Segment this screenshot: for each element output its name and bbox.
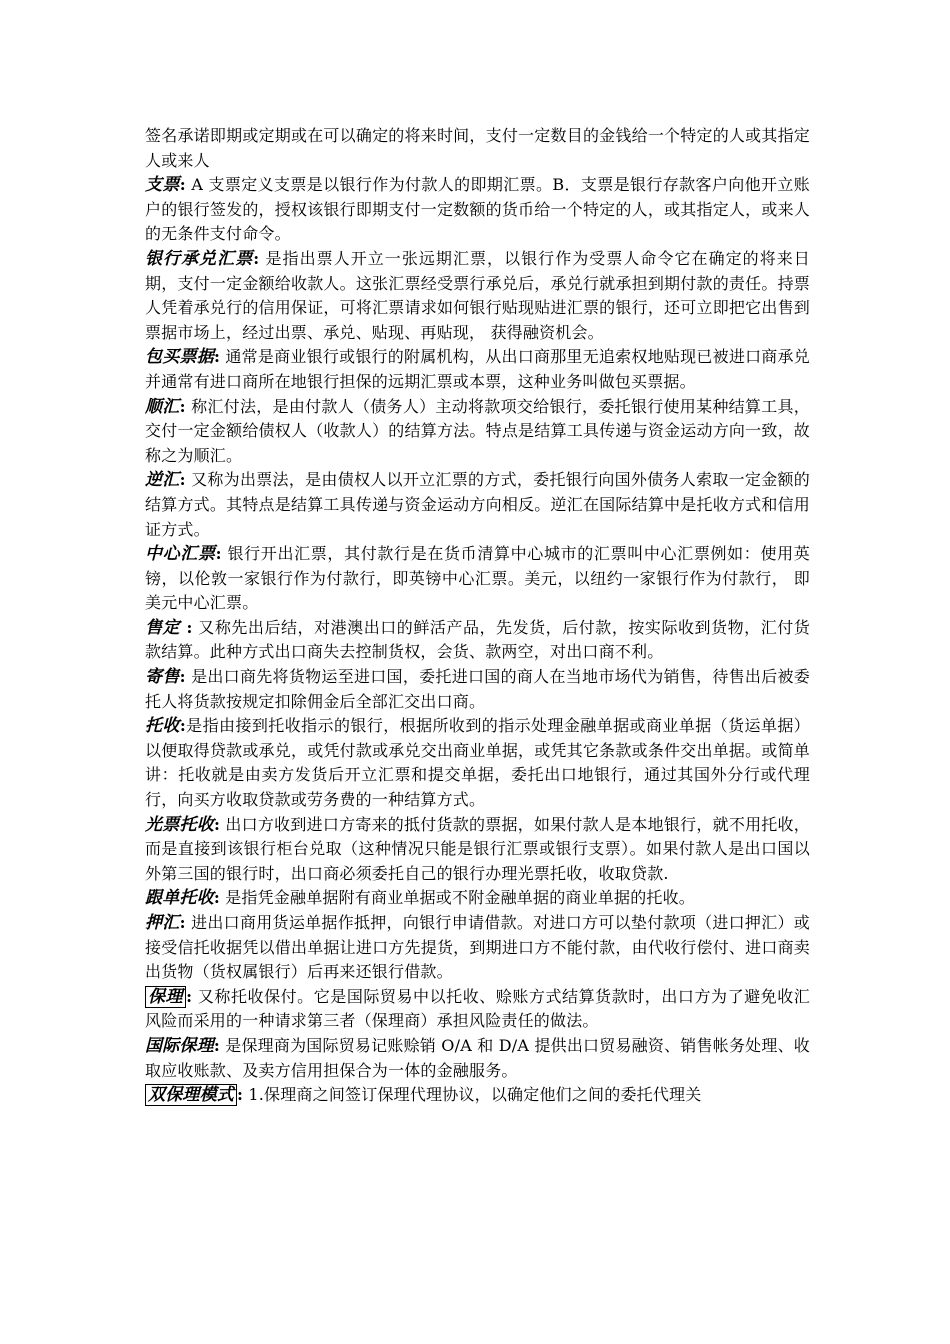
term-separator: : [237,1085,244,1105]
entry-factoring [145,985,810,1034]
entry-check [145,173,810,247]
entry-reverse-remittance [145,468,810,542]
term-definition: 称汇付法，是由付款人（债务人）主动将款项交给银行，委托银行使用某种结算工具，交付一定金额给债权人（收款人）的结算方法。特点是结算工具传递与资金运动方向一致，故称之为顺汇。 [145,396,811,465]
term-label: 托收 [145,716,180,737]
term-separator: : [179,175,186,195]
term-label: 光票托收 [145,814,214,835]
term-separator: : [186,617,193,637]
term-definition: 是指凭金融单据附有商业单据或不附金融单据的商业单据的托收。 [219,888,696,908]
term-definition: A 支票定义支票是以银行作为付款人的即期汇票。B．支票是银行存款客户向他开立账户的银行签发的，授权该银行即期支付一定数额的货币给一个特定的人，或其指定人，或来人的无条件支付命令。 [145,175,810,244]
entry-consignment [145,665,810,714]
entry-two-factor-model [145,1083,810,1108]
term-label: 中心汇票 [145,544,216,565]
term-separator: : [253,248,260,268]
entry-documentary-collection [145,886,810,911]
entry-international-factoring [145,1034,810,1083]
entry-collection [145,714,810,812]
entry-outright-sale [145,616,810,665]
term-label: 售定 [145,617,187,638]
term-separator: : [186,986,193,1006]
term-label: 银行承兑汇票 [145,248,254,269]
term-separator: : [179,716,186,736]
term-definition: 是出口商先将货物运至进口国，委托进口国的商人在当地市场代为销售，待售出后被委托人将货款按规定扣除佣金后全部汇交出口商。 [145,667,811,711]
term-separator: : [179,470,186,490]
term-separator: : [179,667,186,687]
term-separator: : [213,814,221,834]
term-label: 顺汇 [145,396,180,417]
term-definition: 是指出票人开立一张远期汇票，以银行作为受票人命令它在确定的将来日期，支付一定金额给收款人。这张汇票经受票行承兑后，承兑行就承担到期付款的责任。持票人凭着承兑行的信用保证，可将汇票请求如何银行贴现贴进汇票的银行，还可立即把它出售到票据市场上，经过出票、承兑、贴现、再贴现， 获得融资机会。 [145,248,811,342]
entry-remittance [145,395,810,469]
term-definition: 通常是商业银行或银行的附属机构，从出口商那里无追索权地贴现已被进口商承兑并通常有进口商所在地银行担保的远期汇票或本票，这种业务叫做包买票据。 [145,347,810,391]
term-separator: : [213,888,220,908]
term-definition: 银行开出汇票，其付款行是在货币清算中心城市的汇票叫中心汇票例如：使用英镑，以伦敦一家银行作为付款行，即英镑中心汇票。美元，以纽约一家银行作为付款行， 即美元中心汇票。 [145,544,810,613]
term-label: 国际保理 [145,1035,214,1056]
term-definition: 又称为出票法，是由债权人以开立汇票的方式，委托银行向国外债务人索取一定金额的结算方式。其特点是结算工具传递与资金运动方向相反。逆汇在国际结算中是托收方式和信用证方式。 [145,470,811,539]
term-definition: 是保理商为国际贸易记账赊销 O/A 和 D/A 提供出口贸易融资、销售帐务处理、收取应收账款、及卖方信用担保合为一体的金融服务。 [145,1035,810,1080]
term-separator: : [213,347,221,367]
term-separator: : [213,1035,220,1055]
document-page [145,124,810,1108]
term-label: 跟单托收 [145,888,214,909]
term-definition: 又称托收保付。它是国际贸易中以托收、赊账方式结算货款时，出口方为了避免收汇风险而采用的一种请求第三者（保理商）承担风险责任的做法。 [145,986,810,1031]
entry-bank-acceptance-draft [145,247,810,345]
intro-paragraph: 签名承诺即期或定期或在可以确定的将来时间，支付一定数目的金钱给一个特定的人或其指定人或来人 [145,126,810,170]
term-label: 双保理模式 [145,1084,237,1106]
entry-negotiation [145,911,810,985]
term-label: 逆汇 [145,470,180,491]
term-separator: : [215,544,222,564]
term-definition: 又称先出后结，对港澳出口的鲜活产品，先发货，后付款，按实际收到货物，汇付货款结算。此种方式出口商失去控制货权，会货、款两空，对出口商不利。 [145,617,810,662]
entry-center-draft [145,542,810,616]
term-label: 寄售 [145,667,180,688]
term-definition: 进出口商用货运单据作抵押，向银行申请借款。对进口方可以垫付款项（进口押汇）或接受信托收据凭以借出单据让进口方先提货，到期进口方不能付款，由代收行偿付、进口商卖出货物（货权属银行）后再来还银行借款。 [145,913,811,982]
term-separator: : [179,396,186,416]
term-separator: : [179,913,186,932]
term-label: 保理 [145,986,186,1008]
term-label: 押汇 [145,913,180,933]
term-label: 包买票据 [145,347,214,368]
term-definition: 出口方收到进口方寄来的抵付货款的票据，如果付款人是本地银行，就不用托收， 而是直接到该银行柜台兑取（这种情况只能是银行汇票或银行支票）。如果付款人是出口国以外第三国的银行时，出口商必须委托自己的银行办理光票托收，收取贷款. [145,814,810,883]
term-definition: 1.保理商之间签订保理代理协议，以确定他们之间的委托代理关 [243,1085,702,1105]
entry-clean-collection [145,813,810,887]
term-definition: 是指由接到托收指示的银行，根据所收到的指示处理金融单据或商业单据（货运单据）以便取得贷款或承兑，或凭付款或承兑交出商业单据，或凭其它条款或条件交出单据。或简单讲：托收就是由卖方发货后开立汇票和提交单据，委托出口地银行，通过其国外分行或代理行，向买方收取贷款或劳务费的一种结算方式。 [145,716,810,810]
term-label: 支票 [145,175,180,196]
entry-forfaiting [145,345,810,394]
